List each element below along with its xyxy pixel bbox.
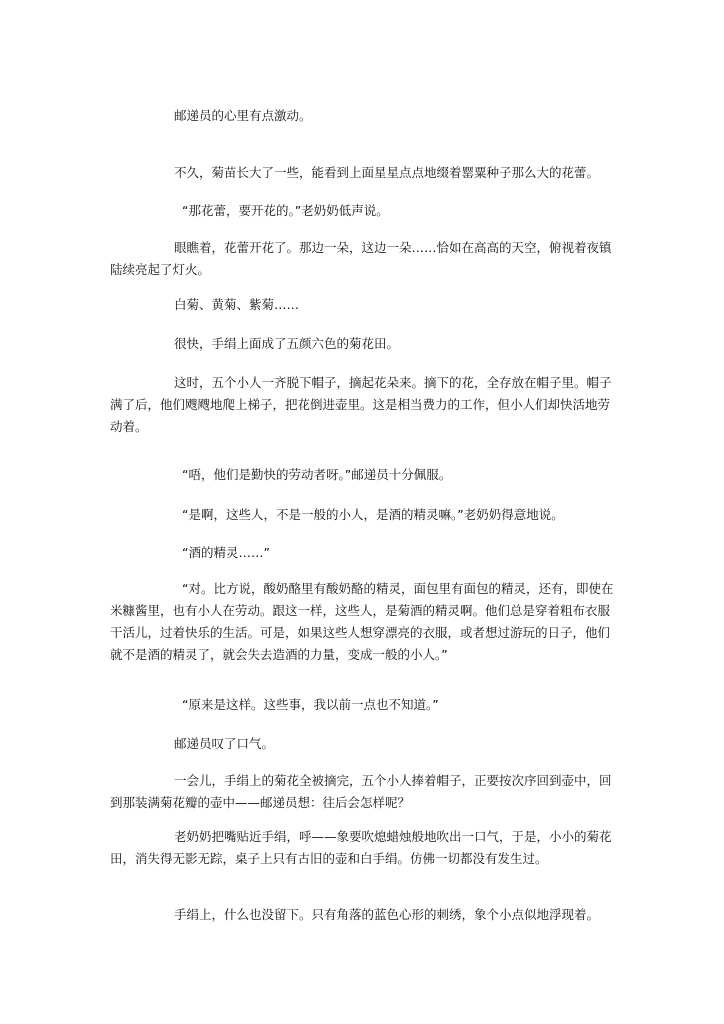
paragraph-10: “酒的精灵……” <box>182 545 270 560</box>
paragraph-12: “原来是这样。这些事，我以前一点也不知道。” <box>182 697 439 712</box>
paragraph-13: 邮递员叹了口气。 <box>174 736 275 751</box>
paragraph-4: 眼瞧着，花蕾开花了。那边一朵，这边一朵……恰如在高高的天空，俯视着夜镇陆续亮起了灯火。 <box>110 240 612 277</box>
paragraph-15: 老奶奶把嘴贴近手绢，呼——象要吹熄蜡烛般地吹出一口气，于是，小小的菊花田，消失得无影无踪，桌子上只有古旧的壶和白手绢。仿佛一切都没有发生过。 <box>110 829 612 866</box>
paragraph-1: 邮递员的心里有点激动。 <box>174 108 312 123</box>
paragraph-14: 一会儿，手绢上的菊花全被摘完，五个小人捧着帽子，正要按次序回到壶中，回到那装满菊花瓣的壶中——邮递员想：往后会怎样呢？ <box>110 773 612 810</box>
paragraph-11: “对。比方说，酸奶酪里有酸奶酪的精灵，面包里有面包的精灵，还有，即使在米糠酱里，也有小人在劳动。跟这一样，这些人，是菊酒的精灵啊。他们总是穿着粗布衣服干活儿，过着快乐的生活。可是，如果这些人想穿漂亮的衣服，或者想过游玩的日子，他们就不是酒的精灵了，就会失去造酒的力量，变成一般的小人。” <box>110 581 614 662</box>
paragraph-9: “是啊，这些人，不是一般的小人，是酒的精灵嘛。”老奶奶得意地说。 <box>182 507 564 522</box>
paragraph-3: “那花蕾，要开花的。”老奶奶低声说。 <box>182 203 389 218</box>
paragraph-2: 不久，菊苗长大了一些，能看到上面星星点点地缀着罂粟种子那么大的花蕾。 <box>174 165 600 180</box>
paragraph-6: 很快，手绢上面成了五颜六色的菊花田。 <box>174 336 400 351</box>
paragraph-7: 这时，五个小人一齐脱下帽子，摘起花朵来。摘下的花，全存放在帽子里。帽子满了后，他们飕飕地爬上梯子，把花倒进壶里。这是相当费力的工作，但小人们却快活地劳动着。 <box>110 375 612 434</box>
paragraph-16: 手绢上，什么也没留下。只有角落的蓝色心形的刺绣，象个小点似地浮现着。 <box>174 907 600 922</box>
paragraph-5: 白菊、黄菊、紫菊…… <box>174 297 300 312</box>
paragraph-8: “唔，他们是勤快的劳动者呀。”邮递员十分佩服。 <box>182 467 452 482</box>
